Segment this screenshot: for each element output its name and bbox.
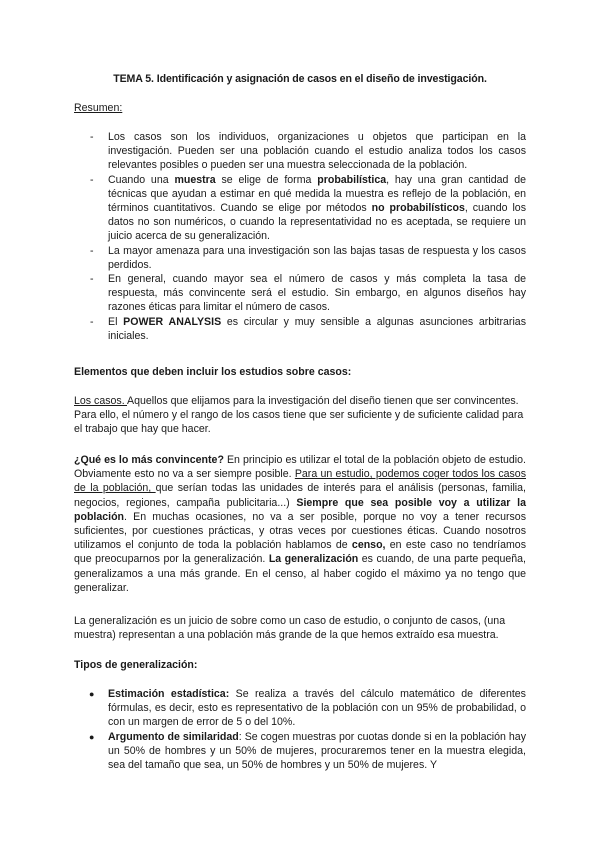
resumen-label: Resumen: (74, 102, 123, 114)
tipos-heading: Tipos de generalización: (74, 659, 198, 671)
tipos-list (74, 687, 526, 772)
resumen-item: - Cuando una muestra se elige de forma probabilística, hay una gran cantidad de técnicas que ayudan a estimar en qué medida la muestra es reflejo de la población, en términos cuantitativos. Cuando se elige por métodos no probabilísticos, cuando los datos no son numéricos, o cuando la representatividad no es aceptada, se requiere un juicio acerca de su generalización. (74, 173, 526, 244)
tipos-item: ● Estimación estadística: Se realiza a través del cálculo matemático de diferentes fórmulas, es decir, esto es representativo de la población con un 95% de probabilidad, o con un margen de error de 5 o del 10%. (89, 688, 526, 729)
elementos-heading: Elementos que deben incluir los estudios sobre casos: (74, 366, 352, 378)
casos-paragraph: Los casos. Aquellos que elijamos para la investigación del diseño tienen que ser convincentes. Para ello, el número y el rango de los casos tiene que ser suficiente y de suficiente calidad para el trabajo que hay que hacer. (74, 395, 524, 436)
resumen-item: - La mayor amenaza para una investigación son las bajas tasas de respuesta y los casos perdidos. (74, 244, 526, 272)
resumen-item: - Los casos son los individuos, organizaciones u objetos que participan en la investigación. Pueden ser una población cuando el estudio analiza todos los casos relevantes posibles o pueden ser una muestra seleccionada de la población. (74, 130, 526, 173)
generalizacion-paragraph: La generalización es un juicio de sobre como un caso de estudio, o conjunto de casos, (una muestra) representan a una población más grande de la que hemos extraído esa muestra. (74, 615, 506, 642)
bullet-icon: ● (89, 731, 95, 742)
convincente-paragraph: ¿Qué es lo más convincente? En principio es utilizar el total de la población objeto de estudio. Obviamente esto no va a ser siempre posible. Para un estudio, podemos coger todos los casos de la población, que serían todas las unidades de interés para el análisis (personas, familia, negocios, regiones, campaña publicitaria...) Siempre que sea posible voy a utilizar la población. En muchas ocasiones, no va a ser posible, porque no voy a tener recursos suficientes, por cuestiones prácticas, y otras veces por cuestiones éticas. Cuando nosotros utilizamos el conjunto de toda la población hablamos de censo, en este caso no tendríamos que preocuparnos por la generalización. La generalización es cuando, de una parte pequeña, generalizamos a una más grande. En el censo, al haber cogido el máximo ya no tengo que generalizar. (74, 454, 526, 594)
document-title: TEMA 5. Identificación y asignación de casos en el diseño de investigación. (113, 73, 487, 85)
bullet-icon: ● (89, 689, 95, 699)
tipos-item: ● Argumento de similaridad: Se cogen muestras por cuotas donde si en la población hay un 50% de hombres y un 50% de mujeres, procuraremos tener en la muestra elegida, sea del tamaño que sea, un 50% de hombres y un 50% de mujeres. Y (89, 730, 526, 772)
resumen-list (74, 130, 526, 343)
resumen-item: - El POWER ANALYSIS es circular y muy sensible a algunas asunciones arbitrarias iniciales. (74, 315, 526, 343)
resumen-item: - En general, cuando mayor sea el número de casos y más completa la tasa de respuesta, más convincente será el estudio. Sin embargo, en algunos diseños hay razones éticas para limitar el número de casos. (74, 272, 526, 315)
